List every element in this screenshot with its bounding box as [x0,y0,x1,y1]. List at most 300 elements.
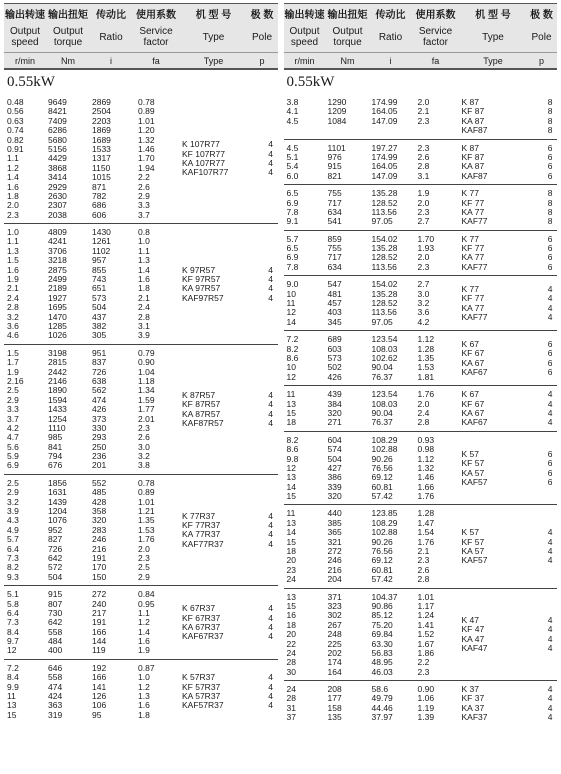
output-speed-cell: 4.3 [7,515,19,526]
type-column [460,436,527,502]
ratio-cell: 871 [92,181,107,192]
service-factor-cell: 1.21 [138,506,155,517]
ratio-cell: 95 [92,709,102,720]
output-speed-cell: 4.6 [7,330,19,341]
gearbox-group [284,504,558,587]
ratio-cell: 216 [92,543,107,554]
output-speed-cell: 30 [286,666,296,677]
type-label: KAF107R77 [182,167,229,178]
ratio-column [370,436,412,502]
pole-value: 6 [547,261,553,272]
factor-column [412,509,460,584]
pole-value: 4 [547,536,553,547]
speed-column [4,228,46,341]
pole-value: 6 [547,467,553,478]
service-factor-cell: 2.7 [417,279,430,290]
type-label: KAF77R37 [182,538,224,549]
service-factor-cell: 2.1 [138,292,150,303]
ratio-column [370,593,412,678]
output-speed-cell: 15 [7,709,17,720]
output-torque-cell: 2929 [48,181,67,192]
ratio-cell: 217 [92,607,107,618]
output-speed-cell: 13 [7,700,17,711]
torque-column [326,235,370,273]
service-factor-cell: 1.20 [138,125,155,136]
output-torque-cell: 603 [327,343,342,354]
output-torque-cell: 177 [327,693,342,704]
output-torque-cell: 2499 [48,274,67,285]
output-speed-cell: 2.5 [7,385,19,396]
output-speed-cell: 2.4 [7,292,19,303]
pole-value: 4 [547,389,553,400]
ratio-cell: 108.29 [371,517,398,528]
pole-value: 8 [547,97,553,107]
type-label: KA 87R57 [182,408,221,419]
output-speed-cell: 5.7 [286,233,299,244]
output-speed-cell: 8.6 [286,444,299,455]
header-unit-torque: Nm [61,55,75,66]
service-factor-cell: 1.41 [417,619,435,630]
service-factor-cell: 0.93 [417,434,435,445]
output-torque-cell: 440 [327,508,342,519]
header-en-type: Type [482,31,504,43]
output-torque-cell: 2146 [48,375,67,386]
output-speed-cell: 7.3 [7,617,19,628]
ratio-cell: 128.52 [371,298,398,309]
header-zh-row [4,4,278,22]
service-factor-cell: 2.9 [138,190,150,201]
ratio-cell: 126 [92,691,107,702]
ratio-cell: 164.05 [371,161,398,172]
pole-value: 6 [547,151,553,162]
output-speed-cell: 4.5 [286,142,299,153]
ratio-cell: 123.54 [371,389,398,400]
service-factor-cell: 1.1 [138,245,150,256]
output-speed-cell: 0.56 [7,106,24,117]
type-label: KA 37 [461,702,485,713]
ratio-cell: 113.56 [371,307,397,318]
pole-value: 4 [547,615,553,626]
ratio-cell: 90.86 [371,600,393,611]
pole-value: 4 [268,418,273,429]
ratio-cell: 170 [92,562,107,573]
pole-value: 4 [268,700,273,711]
output-torque-cell: 3218 [48,255,67,266]
torque-column [46,349,90,471]
output-speed-cell: 3.6 [7,320,19,331]
ratio-column [90,349,132,471]
output-speed-cell: 13 [286,398,296,409]
service-factor-cell: 0.78 [138,477,155,488]
type-label: K 57 [461,527,479,538]
output-speed-cell: 23 [286,564,296,575]
ratio-cell: 837 [92,357,107,368]
pole-value: 6 [547,357,553,368]
service-factor-cell: 2.2 [417,657,430,668]
output-speed-cell: 28 [286,693,296,704]
type-label: KA 67 [461,357,485,368]
header-unit-row [4,52,278,68]
ratio-cell: 63.30 [371,638,393,649]
pole-value: 4 [268,631,273,642]
ratio-cell: 174.99 [371,97,398,107]
type-label: KAF87R57 [182,418,224,429]
service-factor-cell: 2.1 [417,546,430,557]
pole-value: 4 [268,167,273,178]
output-torque-cell: 646 [48,662,63,673]
output-torque-cell: 320 [327,491,342,502]
type-label: KF 87 [461,151,485,162]
output-torque-cell: 794 [48,451,63,462]
output-speed-cell: 1.6 [7,181,19,192]
ratio-cell: 97.05 [371,316,393,327]
ratio-cell: 135.28 [371,243,398,254]
ratio-column [370,280,412,327]
type-label: K 77R37 [182,510,216,521]
output-torque-cell: 676 [48,460,63,471]
left-groups [4,94,278,723]
header-en-torque: Output torque [332,26,363,48]
service-factor-cell: 1.46 [417,472,435,483]
pole-value: 6 [547,476,553,487]
service-factor-cell: 3.1 [138,320,150,331]
output-torque-cell: 1890 [48,385,67,396]
service-factor-cell: 1.06 [417,693,435,704]
header-zh-speed: 输出转速 [284,9,325,21]
pole-value: 4 [268,264,273,275]
gearbox-group [284,230,558,276]
output-torque-cell: 1631 [48,487,67,498]
header-en-speed: Output speed [9,26,41,48]
service-factor-cell: 1.0 [138,236,150,247]
pole-value: 4 [547,398,553,409]
header-unit-factor: fa [152,55,160,66]
ratio-cell: 191 [92,552,107,563]
output-torque-cell: 1285 [48,320,67,331]
pole-value: 6 [547,142,553,153]
output-speed-cell: 0.63 [7,115,24,126]
output-speed-cell: 10 [286,288,296,299]
output-speed-cell: 7.8 [286,206,299,217]
header-zh-speed: 输出转速 [5,9,45,21]
output-speed-cell: 8.4 [7,626,19,637]
output-speed-cell: 1.3 [7,245,19,256]
output-torque-cell: 4809 [48,227,67,238]
output-speed-cell: 8.6 [286,352,299,363]
ratio-cell: 201 [92,460,107,471]
pole-value: 4 [268,622,273,632]
service-factor-cell: 2.5 [138,562,150,573]
header-zh-pole: 极 数 [530,9,553,21]
type-column [180,479,247,582]
output-torque-cell: 547 [327,279,342,290]
service-factor-cell: 2.9 [138,571,150,582]
output-torque-cell: 427 [327,462,342,473]
ratio-cell: 57.42 [371,491,393,502]
ratio-cell: 743 [92,274,107,285]
output-speed-cell: 2.1 [7,283,19,294]
output-torque-cell: 1254 [48,413,67,424]
ratio-cell: 57.42 [371,574,393,585]
service-factor-cell: 1.4 [138,626,150,637]
type-label: K 77 [461,283,479,294]
type-column [180,98,247,220]
type-label: KA 97R57 [182,283,221,294]
type-label: KA 57R37 [182,691,221,702]
ratio-cell: 69.84 [371,629,393,640]
pole-value: 4 [547,417,553,428]
ratio-cell: 46.03 [371,666,393,677]
output-torque-cell: 5156 [48,143,67,154]
pole-value: 4 [547,312,553,323]
type-column [180,664,247,720]
service-factor-cell: 0.8 [138,227,150,238]
output-speed-cell: 24 [286,684,296,695]
output-torque-cell: 5680 [48,134,67,145]
output-speed-cell: 3.2 [7,311,19,322]
pole-value: 6 [547,161,553,172]
factor-column [132,98,180,220]
type-label: K 87 [461,142,479,153]
output-torque-cell: 915 [327,161,342,172]
pole-column [527,509,557,584]
type-label: KA 87 [461,161,485,172]
pole-value: 6 [547,348,553,359]
service-factor-cell: 2.3 [417,666,430,677]
type-column [180,349,247,471]
output-speed-cell: 11 [286,298,296,309]
service-factor-cell: 2.3 [417,555,430,566]
ratio-cell: 246 [92,534,107,545]
factor-column [412,144,460,182]
output-speed-cell: 3.7 [7,413,19,424]
ratio-cell: 855 [92,264,107,275]
ratio-cell: 1102 [92,245,111,256]
left-table-header [4,3,278,69]
type-label: KF 47 [461,624,485,635]
output-torque-cell: 717 [327,252,342,263]
output-speed-cell: 24 [286,647,296,658]
torque-column [326,685,370,723]
service-factor-cell: 3.3 [138,200,150,211]
service-factor-cell: 3.6 [417,307,430,318]
service-factor-cell: 1.17 [417,600,435,611]
ratio-column [370,509,412,584]
ratio-cell: 69.12 [371,472,393,483]
output-speed-cell: 37 [286,712,296,723]
type-label: KA 77R37 [182,529,221,540]
output-torque-cell: 3414 [48,172,67,183]
ratio-cell: 128.52 [371,197,398,208]
output-torque-cell: 216 [327,564,342,575]
service-factor-cell: 0.90 [417,684,435,695]
speed-column [284,593,326,678]
pole-value: 4 [547,684,553,695]
ratio-cell: 113.56 [371,261,397,272]
ratio-cell: 552 [92,477,107,488]
torque-column [46,479,90,582]
factor-column [412,98,460,136]
output-torque-cell: 952 [48,524,63,535]
output-speed-cell: 2.9 [7,394,19,405]
ratio-cell: 104.37 [371,591,398,602]
ratio-column [90,590,132,656]
ratio-cell: 58.6 [371,684,389,695]
ratio-cell: 197.27 [371,142,398,153]
output-speed-cell: 13 [286,472,296,483]
torque-column [326,98,370,136]
output-torque-cell: 1101 [327,142,346,153]
output-speed-cell: 14 [286,481,296,492]
output-speed-cell: 3.2 [7,496,19,507]
ratio-cell: 382 [92,320,107,331]
gearbox-group [284,94,558,139]
output-torque-cell: 271 [327,417,342,428]
type-label: K 77 [461,188,479,199]
output-speed-cell: 11 [286,389,296,400]
service-factor-cell: 2.3 [417,142,430,153]
right-column [284,3,558,771]
ratio-cell: 164.05 [371,106,398,117]
pole-value: 4 [268,139,273,150]
type-label: KAF77 [461,312,488,323]
power-rating: 0.55kW [4,69,278,94]
service-factor-cell: 2.3 [417,115,430,126]
pole-value: 8 [547,125,553,136]
type-label: KF 77 [461,293,485,304]
pole-value: 4 [547,555,553,566]
ratio-column [370,390,412,428]
type-label: KA 67R37 [182,622,221,632]
output-torque-cell: 541 [327,216,342,227]
pole-value: 8 [547,206,553,217]
power-rating: 0.55kW [284,69,558,94]
service-factor-cell: 3.1 [417,170,430,181]
output-torque-cell: 208 [327,684,342,695]
header-unit-row [284,52,558,68]
ratio-column [370,235,412,273]
ratio-cell: 651 [92,283,107,294]
output-torque-cell: 841 [48,441,63,452]
service-factor-cell: 1.3 [138,255,150,266]
output-torque-cell: 573 [327,352,342,363]
output-torque-cell: 272 [327,546,342,557]
service-factor-cell: 1.76 [138,534,155,545]
output-torque-cell: 386 [327,472,342,483]
pole-value: 4 [268,538,273,549]
output-torque-cell: 302 [327,610,342,621]
service-factor-cell: 3.0 [138,441,150,452]
type-label: K 47 [461,615,479,626]
pole-value: 6 [547,367,553,378]
service-factor-cell: 2.8 [417,417,430,428]
header-en-row [4,22,278,52]
output-torque-cell: 1026 [48,330,67,341]
ratio-cell: 951 [92,347,107,358]
ratio-cell: 76.56 [371,462,393,473]
output-torque-cell: 320 [327,407,342,418]
type-column [460,280,527,327]
output-torque-cell: 248 [327,629,342,640]
pole-value: 4 [268,399,273,410]
output-speed-cell: 7.2 [7,662,19,673]
service-factor-cell: 1.76 [417,491,435,502]
service-factor-cell: 1.53 [417,362,435,373]
output-torque-cell: 6286 [48,125,67,136]
type-label: KA 87 [461,115,485,126]
output-torque-cell: 572 [48,562,63,573]
output-speed-cell: 9.7 [7,636,19,647]
type-column [460,98,527,136]
service-factor-cell: 1.76 [417,389,435,400]
ratio-column [90,228,132,341]
service-factor-cell: 1.6 [138,700,150,711]
ratio-cell: 686 [92,200,107,211]
service-factor-cell: 0.98 [417,444,435,455]
output-speed-cell: 1.5 [7,347,19,358]
type-column [460,593,527,678]
output-speed-cell: 15 [286,491,296,502]
type-label: K 57 [461,448,479,459]
output-speed-cell: 3.9 [7,506,19,517]
output-speed-cell: 6.9 [286,252,299,263]
service-factor-cell: 2.8 [417,574,430,585]
type-label: KAF97R57 [182,292,224,303]
pole-column [247,228,277,341]
pole-value: 4 [547,643,553,654]
service-factor-cell: 1.81 [417,371,435,382]
factor-column [132,228,180,341]
output-torque-cell: 225 [327,638,342,649]
service-factor-cell: 1.94 [138,162,155,173]
output-torque-cell: 717 [327,197,342,208]
header-en-ratio: Ratio [378,31,403,43]
right-table-header [284,3,558,69]
ratio-cell: 90.26 [371,536,393,547]
output-torque-cell: 574 [327,444,342,455]
output-torque-cell: 642 [48,552,63,563]
output-torque-cell: 3706 [48,245,67,256]
type-column [460,235,527,273]
pole-column [247,664,277,720]
torque-column [326,280,370,327]
service-factor-cell: 1.8 [138,283,150,294]
ratio-cell: 102.88 [371,527,398,538]
pole-value: 4 [547,283,553,294]
service-factor-cell: 2.7 [417,216,430,227]
header-unit-speed: r/min [15,55,35,66]
output-torque-cell: 1204 [48,506,67,517]
service-factor-cell: 2.3 [417,261,430,272]
output-speed-cell: 1.4 [7,172,19,183]
output-torque-cell: 371 [327,591,342,602]
type-label: KF 87 [461,106,485,117]
header-zh-factor: 使用系数 [136,9,176,21]
output-torque-cell: 915 [48,589,63,600]
pole-column [527,436,557,502]
ratio-column [370,189,412,227]
service-factor-cell: 1.01 [138,496,155,507]
ratio-cell: 504 [92,302,107,313]
type-label: KF 87R57 [182,399,221,410]
service-factor-cell: 1.18 [138,375,155,386]
factor-column [412,390,460,428]
output-torque-cell: 807 [48,598,63,609]
output-torque-cell: 1076 [48,515,67,526]
factor-column [132,479,180,582]
speed-column [284,436,326,502]
header-en-torque: Output torque [52,26,84,48]
